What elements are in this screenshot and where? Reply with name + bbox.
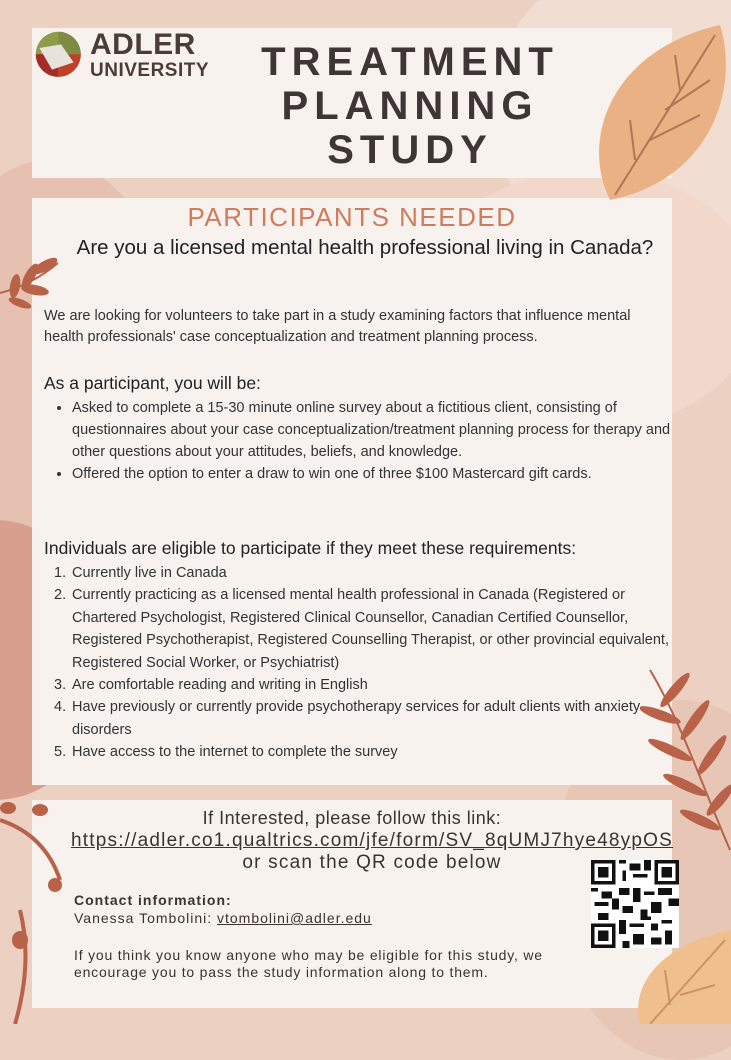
share-paragraph: If you think you know anyone who may be eligible for this study, we encourage you to pass the study information along to them. (74, 947, 543, 980)
list-item: • Asked to complete a 15-30 minute online survey about a fictitious client, consisting of questionnaires about your case conceptualization/treatment planning process for therapy and other questions about your attitudes, beliefs, and knowledge. (72, 397, 687, 463)
survey-link[interactable]: https://adler.co1.qualtrics.com/jfe/form/SV_8qUMJ7hye48ypOS (71, 830, 673, 851)
item-number: 2. (54, 587, 67, 604)
contact-email-link[interactable]: vtombolini@adler.edu (217, 910, 372, 926)
participant-heading: As a participant, you will be: (44, 373, 261, 393)
item-text: Currently practicing as a licensed mental health professional in Canada (Registered or Chartered Psychologist, Registered Clinical Counsellor, Canadian Certified Counsellor, Registered Psychotherapist, Registered Counselling Therapist, or other provincial equivalent, Registered Social Worker, or Psychiatrist) (72, 587, 669, 671)
interest-line: If Interested, please follow this link: (202, 808, 502, 828)
list-item (54, 674, 692, 696)
item-number: 5. (54, 744, 67, 761)
eligibility-question: Are you a licensed mental health professional living in Canada? (76, 236, 654, 259)
leaf-icon (570, 10, 731, 210)
list-item (54, 562, 692, 584)
adler-logo-icon (34, 30, 88, 84)
link-block (62, 830, 682, 874)
item-text: Have access to the internet to complete the survey (72, 744, 398, 761)
item-text: Currently live in Canada (72, 565, 227, 581)
qr-code-icon[interactable] (591, 860, 679, 948)
list-item (54, 584, 692, 674)
logo-line2: UNIVERSITY (90, 60, 210, 81)
title-line2: PLANNING (281, 84, 539, 128)
contact-heading: Contact information: (74, 892, 232, 908)
participant-list (58, 397, 687, 485)
list-item (54, 696, 692, 741)
eligibility-list (54, 562, 692, 764)
list-item: • Offered the option to enter a draw to win one of three $100 Mastercard gift cards. (72, 463, 687, 485)
list-item (54, 741, 692, 763)
title-line1: TREATMENT (261, 40, 559, 84)
title-line3: STUDY (327, 128, 493, 172)
item-number: 1. (54, 565, 67, 581)
contact-line (74, 910, 372, 926)
item-text: Are comfortable reading and writing in English (72, 677, 368, 694)
item-number: 3. (54, 677, 67, 694)
participants-needed-heading: PARTICIPANTS NEEDED (187, 202, 517, 232)
item-number: 4. (54, 699, 67, 716)
contact-name: Vanessa Tombolini: (74, 910, 217, 926)
logo-line1: ADLER (90, 28, 196, 61)
link-suffix: or scan the QR code below (242, 852, 502, 873)
intro-paragraph: We are looking for volunteers to take part in a study examining factors that influence mental health professionals' case conceptualization and treatment planning process. (44, 308, 631, 345)
logo-wordmark (90, 30, 209, 80)
item-text: Have previously or currently provide psychotherapy services for adult clients with anxiety disorders (72, 699, 641, 738)
page-title (230, 40, 590, 172)
eligibility-heading: Individuals are eligible to participate if they meet these requirements: (44, 538, 577, 558)
